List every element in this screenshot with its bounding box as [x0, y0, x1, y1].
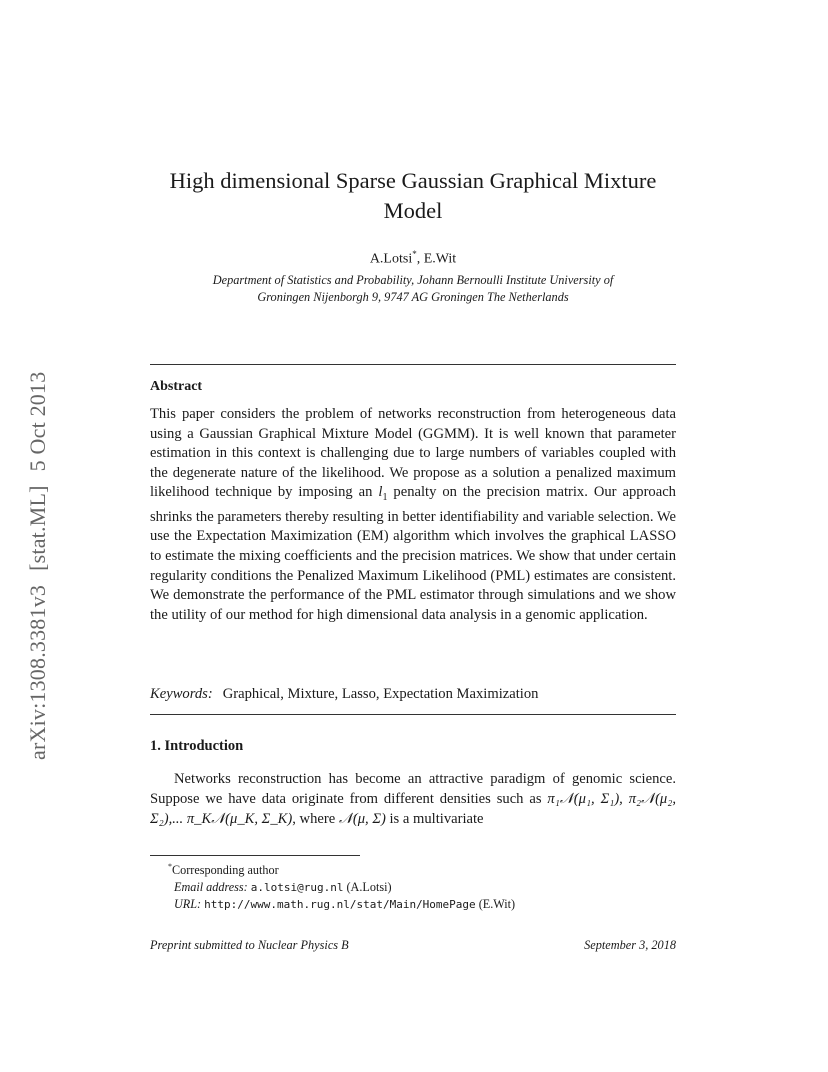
abstract-text-part-1: This paper considers the problem of networks reconstruction from heterogeneous data using a Gaussian Graphical Mixture Model (GGMM). It is well known that parameter estimation in this context is challenging due to large numbers of variables coupled with the degenerate nature of the likelihood. We propose as a solution a penalized maximum likelihood technique by imposing an — [150, 406, 676, 501]
affiliation-line-1: Department of Statistics and Probability, Johann Bernoulli Institute University of — [212, 273, 614, 287]
footnote-email-line — [150, 879, 676, 896]
arxiv-sidebar-stamp — [18, 280, 58, 760]
intro-text-start: Networks reconstruction has become an attractive paradigm of genomic science. Suppose we have data originate from different densities such as — [150, 771, 676, 807]
intro-text-mid: , where — [292, 811, 339, 827]
footnote-rule — [150, 855, 360, 856]
footer-preprint-note: Preprint submitted to Nuclear Physics B — [150, 938, 349, 952]
keywords-list: Graphical, Mixture, Lasso, Expectation Maximization — [222, 686, 539, 702]
corresponding-author-mark: * — [412, 249, 417, 259]
footer-date: September 3, 2018 — [584, 938, 676, 952]
abstract-bottom-rule — [150, 714, 676, 715]
footnote-mark: * — [168, 862, 172, 871]
email-link[interactable]: a.lotsi@rug.nl — [250, 881, 344, 895]
keywords-label: Keywords: — [150, 686, 213, 702]
math-l-subscript: 1 — [382, 492, 388, 504]
paper-title — [150, 166, 676, 226]
arxiv-id: arXiv:1308.3381v3 — [25, 584, 50, 760]
footnote-url-line — [150, 896, 676, 913]
email-label: Email address: — [174, 880, 248, 895]
url-owner: (E.Wit) — [478, 897, 516, 912]
keywords — [150, 685, 676, 704]
math-l: l — [378, 484, 383, 501]
footnote — [150, 858, 676, 913]
email-owner: (A.Lotsi) — [346, 880, 392, 895]
homepage-link[interactable]: http://www.math.rug.nl/stat/Main/HomePage — [204, 898, 476, 912]
paper-title-line-1: High dimensional Sparse Gaussian Graphical Mixture — [169, 168, 657, 193]
abstract-top-rule — [150, 364, 676, 365]
arxiv-category: [stat.ML] — [25, 485, 50, 571]
affiliation-line-2: Groningen Nijenborgh 9, 9747 AG Groningen The Netherlands — [257, 290, 569, 304]
affiliation — [150, 272, 676, 306]
author-1: A.Lotsi — [369, 251, 413, 267]
footnote-corresponding — [150, 858, 676, 879]
author-list — [150, 244, 676, 270]
intro-text-end: is a multivariate — [385, 811, 484, 827]
section-heading-introduction: 1. Introduction — [150, 738, 244, 754]
introduction-paragraph — [150, 769, 676, 829]
intro-math-normal: 𝒩(μ, Σ) — [338, 811, 386, 827]
abstract-heading: Abstract — [150, 379, 203, 394]
url-label: URL: — [174, 897, 202, 912]
author-separator: , — [416, 251, 424, 267]
abstract-text — [150, 405, 676, 625]
author-2: E.Wit — [423, 251, 457, 267]
intro-math-mixture-terms: π₁𝒩(μ₁, Σ₁), π₂𝒩(μ₂, Σ₂),... π_K𝒩(μ_K, Σ_K) — [150, 791, 676, 827]
paper-title-line-2: Model — [383, 198, 443, 223]
footnote-corresponding-text: Corresponding author — [172, 863, 279, 878]
arxiv-date: 5 Oct 2013 — [25, 371, 50, 472]
abstract-text-part-2: penalty on the precision matrix. Our approach shrinks the parameters thereby resulting in better identifiability and variable selection. We use the Expectation Maximization (EM) algorithm which involves the graphical LASSO to estimate the mixing coefficients and the precision matrices. We show that under certain regularity conditions the Penalized Maximum Likelihood (PML) estimates are consistent. We demonstrate the performance of the PML estimator through simulations and we show the utility of our method for high dimensional data analysis in a genomic application. — [150, 484, 676, 623]
